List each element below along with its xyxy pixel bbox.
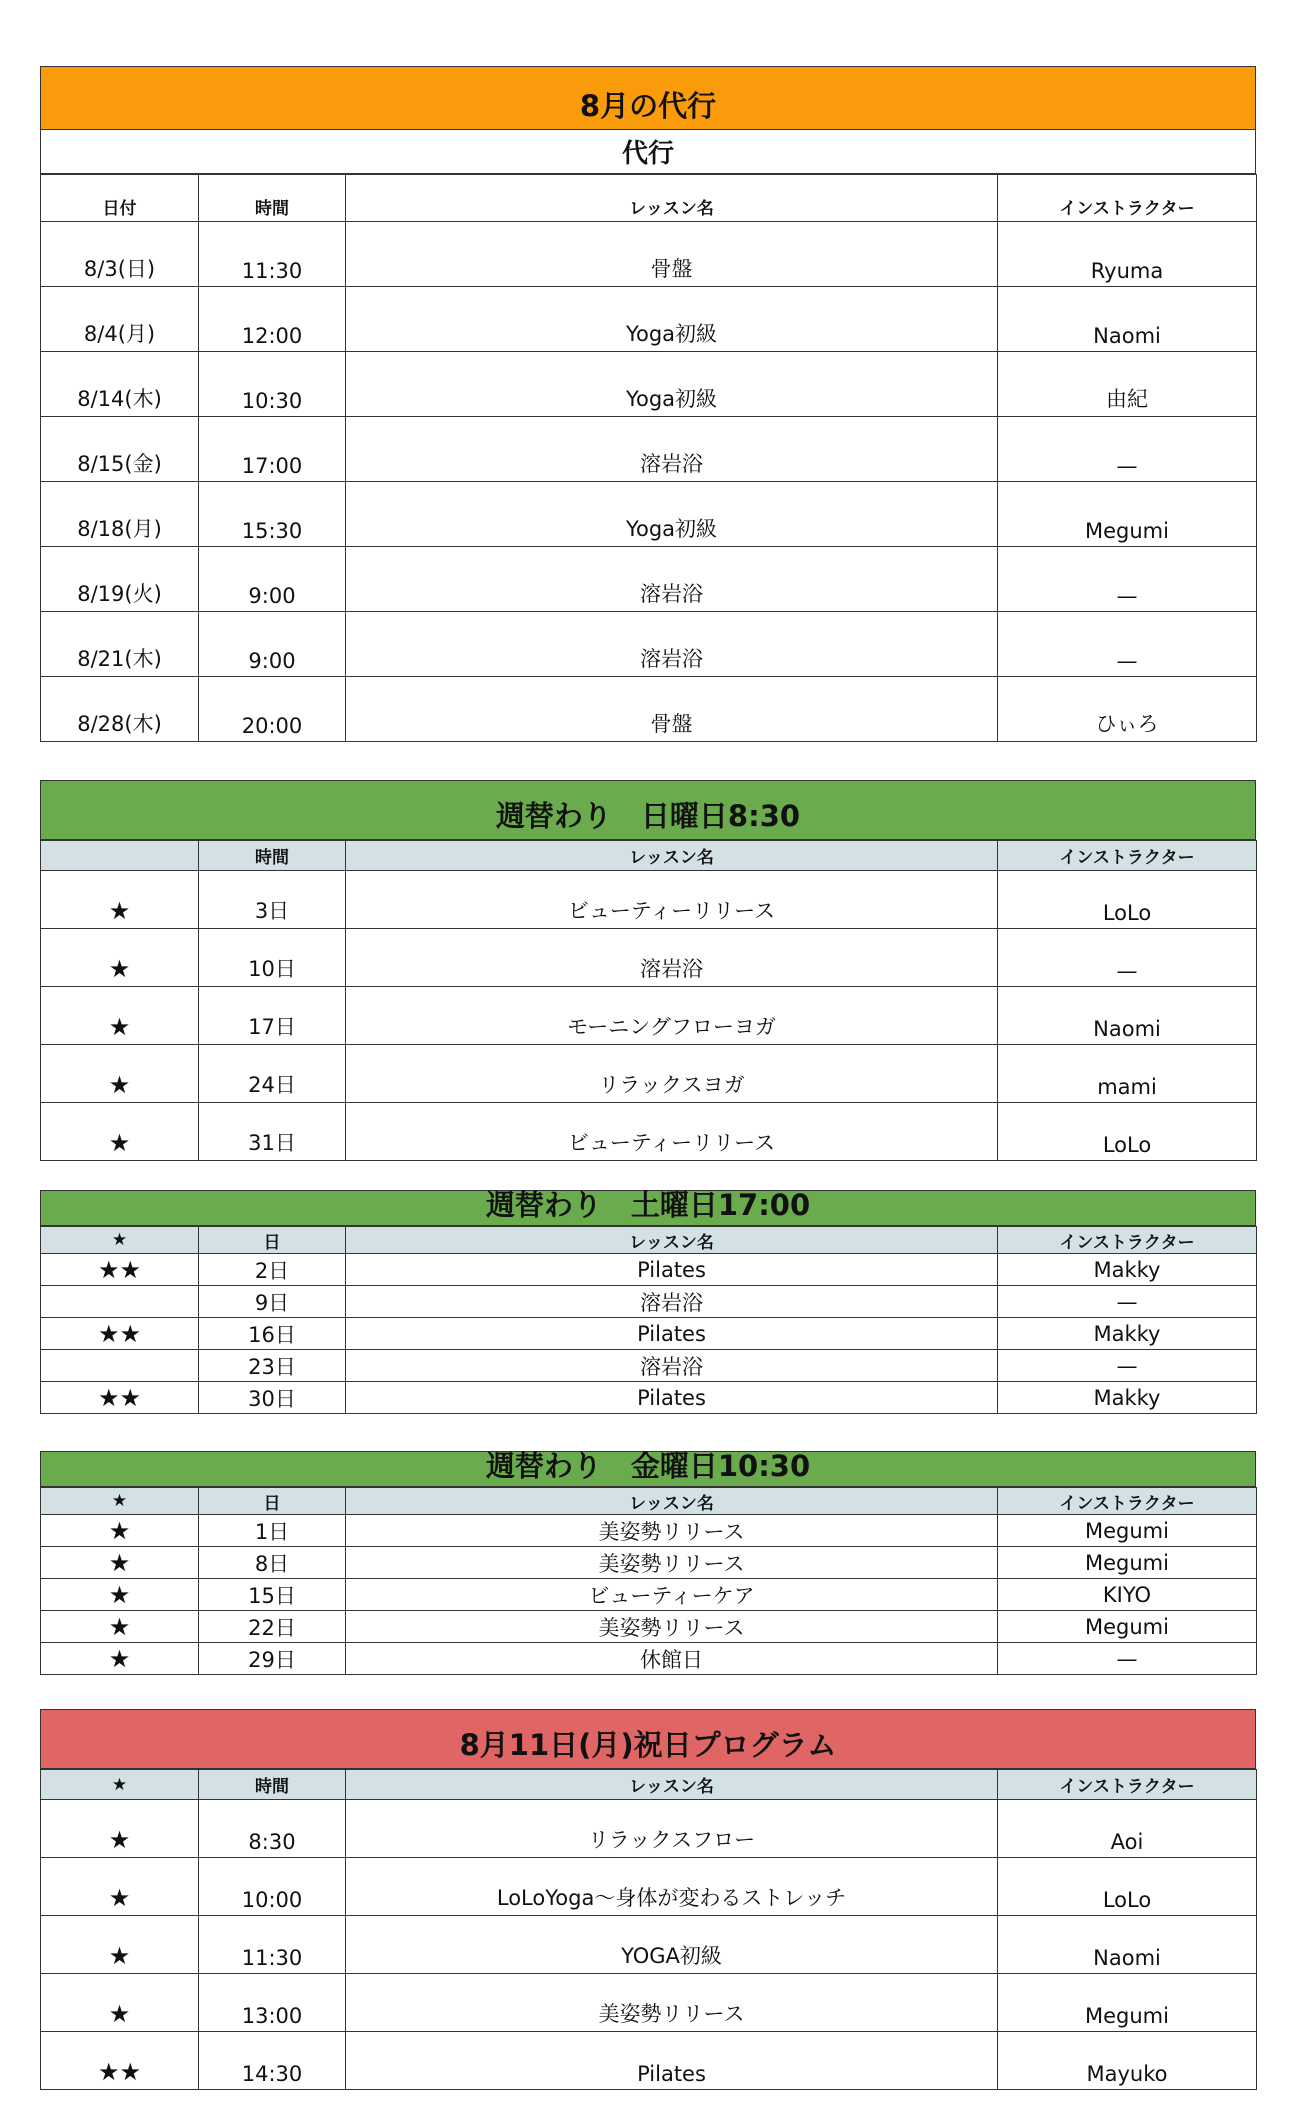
lesson-cell: 溶岩浴	[346, 1286, 998, 1318]
column-header: インストラクター	[998, 1770, 1257, 1800]
table-header	[41, 1488, 1257, 1515]
time-cell: 20:00	[199, 677, 346, 742]
day-cell: 8日	[199, 1547, 346, 1579]
column-header: ★	[41, 1488, 199, 1515]
time-cell: 15:30	[199, 482, 346, 547]
instructor-cell: Megumi	[998, 1515, 1257, 1547]
instructor-cell: 由紀	[998, 352, 1257, 417]
lesson-cell: LoLoYoga～身体が変わるストレッチ	[346, 1858, 998, 1916]
star-cell: ★★	[41, 1382, 199, 1414]
lesson-cell: リラックスヨガ	[346, 1045, 998, 1103]
table-row	[41, 1254, 1257, 1286]
time-cell: 9:00	[199, 547, 346, 612]
instructor-cell: Makky	[998, 1318, 1257, 1350]
section-subtitle: 代行	[40, 130, 1256, 174]
section-title: 週替わり 金曜日10:30	[40, 1451, 1256, 1487]
instructor-cell: Megumi	[998, 1547, 1257, 1579]
table-row	[41, 1643, 1257, 1675]
table-row	[41, 1045, 1257, 1103]
table-row	[41, 1800, 1257, 1858]
column-header: ★	[41, 1770, 199, 1800]
column-header: レッスン名	[346, 841, 998, 871]
date-cell: 8/3(日)	[41, 222, 199, 287]
lesson-cell: Yoga初級	[346, 352, 998, 417]
column-header: インストラクター	[998, 1227, 1257, 1254]
column-header: レッスン名	[346, 1770, 998, 1800]
star-cell: ★	[41, 1858, 199, 1916]
day-cell: 1日	[199, 1515, 346, 1547]
time-cell: 11:30	[199, 1916, 346, 1974]
time-cell: 13:00	[199, 1974, 346, 2032]
instructor-cell: Megumi	[998, 1611, 1257, 1643]
holiday-section	[40, 1709, 1256, 2090]
substitute-section	[40, 66, 1256, 742]
time-cell: 9:00	[199, 612, 346, 677]
date-cell: 8/19(火)	[41, 547, 199, 612]
date-cell: 8/21(木)	[41, 612, 199, 677]
table-row	[41, 417, 1257, 482]
instructor-cell: LoLo	[998, 1858, 1257, 1916]
lesson-cell: Pilates	[346, 1254, 998, 1286]
column-header: 日	[199, 1488, 346, 1515]
day-cell: 3日	[199, 871, 346, 929]
column-header: ★	[41, 1227, 199, 1254]
table-row	[41, 1318, 1257, 1350]
time-cell: 17:00	[199, 417, 346, 482]
instructor-cell: Ryuma	[998, 222, 1257, 287]
table-row	[41, 1382, 1257, 1414]
day-cell: 23日	[199, 1350, 346, 1382]
lesson-cell: 溶岩浴	[346, 929, 998, 987]
day-cell: 16日	[199, 1318, 346, 1350]
star-cell: ★	[41, 1515, 199, 1547]
instructor-cell: Makky	[998, 1382, 1257, 1414]
lesson-cell: Pilates	[346, 1318, 998, 1350]
day-cell: 10日	[199, 929, 346, 987]
star-cell: ★	[41, 1103, 199, 1161]
star-cell: ★★	[41, 2032, 199, 2090]
lesson-cell: モーニングフローヨガ	[346, 987, 998, 1045]
star-cell: ★	[41, 929, 199, 987]
date-cell: 8/15(金)	[41, 417, 199, 482]
instructor-cell: —	[998, 547, 1257, 612]
table-row	[41, 677, 1257, 742]
day-cell: 15日	[199, 1579, 346, 1611]
table-row	[41, 871, 1257, 929]
instructor-cell: KIYO	[998, 1579, 1257, 1611]
friday-table	[40, 1487, 1257, 1675]
column-header: インストラクター	[998, 1488, 1257, 1515]
date-cell: 8/18(月)	[41, 482, 199, 547]
column-header: レッスン名	[346, 175, 998, 222]
lesson-cell: Pilates	[346, 2032, 998, 2090]
day-cell: 31日	[199, 1103, 346, 1161]
column-header: 日付	[41, 175, 199, 222]
lesson-cell: 休館日	[346, 1643, 998, 1675]
column-header: 時間	[199, 841, 346, 871]
instructor-cell: Megumi	[998, 482, 1257, 547]
time-cell: 8:30	[199, 1800, 346, 1858]
instructor-cell: Makky	[998, 1254, 1257, 1286]
table-row	[41, 547, 1257, 612]
table-header	[41, 841, 1257, 871]
star-cell: ★	[41, 1611, 199, 1643]
instructor-cell: Megumi	[998, 1974, 1257, 2032]
day-cell: 17日	[199, 987, 346, 1045]
day-cell: 2日	[199, 1254, 346, 1286]
lesson-cell: 溶岩浴	[346, 547, 998, 612]
column-header: インストラクター	[998, 841, 1257, 871]
instructor-cell: —	[998, 1286, 1257, 1318]
table-row	[41, 1974, 1257, 2032]
lesson-cell: 骨盤	[346, 222, 998, 287]
column-header: レッスン名	[346, 1227, 998, 1254]
day-cell: 9日	[199, 1286, 346, 1318]
table-row	[41, 1858, 1257, 1916]
table-row	[41, 1515, 1257, 1547]
lesson-cell: ビューティーケア	[346, 1579, 998, 1611]
table-header	[41, 175, 1257, 222]
instructor-cell: Aoi	[998, 1800, 1257, 1858]
star-cell: ★	[41, 1916, 199, 1974]
column-header: 時間	[199, 1770, 346, 1800]
date-cell: 8/28(木)	[41, 677, 199, 742]
instructor-cell: —	[998, 1643, 1257, 1675]
holiday-table	[40, 1769, 1257, 2090]
day-cell: 22日	[199, 1611, 346, 1643]
star-cell: ★	[41, 1045, 199, 1103]
instructor-cell: Naomi	[998, 1916, 1257, 1974]
time-cell: 12:00	[199, 287, 346, 352]
lesson-cell: 溶岩浴	[346, 417, 998, 482]
star-cell: ★	[41, 871, 199, 929]
time-cell: 14:30	[199, 2032, 346, 2090]
date-cell: 8/14(木)	[41, 352, 199, 417]
instructor-cell: ひぃろ	[998, 677, 1257, 742]
instructor-cell: mami	[998, 1045, 1257, 1103]
saturday-table	[40, 1226, 1257, 1414]
lesson-cell: Pilates	[346, 1382, 998, 1414]
table-row	[41, 1350, 1257, 1382]
instructor-cell: —	[998, 929, 1257, 987]
date-cell: 8/4(月)	[41, 287, 199, 352]
star-cell: ★★	[41, 1254, 199, 1286]
lesson-cell: 溶岩浴	[346, 1350, 998, 1382]
column-header: 日	[199, 1227, 346, 1254]
lesson-cell: YOGA初級	[346, 1916, 998, 1974]
table-header	[41, 1770, 1257, 1800]
table-row	[41, 482, 1257, 547]
sunday-section	[40, 780, 1256, 1161]
table-row	[41, 1579, 1257, 1611]
star-cell	[41, 1350, 199, 1382]
day-cell: 24日	[199, 1045, 346, 1103]
table-row	[41, 2032, 1257, 2090]
instructor-cell: —	[998, 417, 1257, 482]
time-cell: 11:30	[199, 222, 346, 287]
star-cell: ★★	[41, 1318, 199, 1350]
star-cell: ★	[41, 1547, 199, 1579]
star-cell: ★	[41, 1643, 199, 1675]
table-row	[41, 352, 1257, 417]
instructor-cell: —	[998, 1350, 1257, 1382]
day-cell: 30日	[199, 1382, 346, 1414]
lesson-cell: ビューティーリリース	[346, 1103, 998, 1161]
column-header	[41, 841, 199, 871]
star-cell: ★	[41, 1974, 199, 2032]
column-header: インストラクター	[998, 175, 1257, 222]
friday-section	[40, 1451, 1256, 1675]
instructor-cell: Naomi	[998, 287, 1257, 352]
table-row	[41, 287, 1257, 352]
section-title: 週替わり 日曜日8:30	[40, 780, 1256, 840]
table-row	[41, 1286, 1257, 1318]
lesson-cell: ビューティーリリース	[346, 871, 998, 929]
table-row	[41, 1916, 1257, 1974]
lesson-cell: Yoga初級	[346, 482, 998, 547]
lesson-cell: 美姿勢リリース	[346, 1547, 998, 1579]
table-row	[41, 612, 1257, 677]
lesson-cell: 溶岩浴	[346, 612, 998, 677]
saturday-section	[40, 1190, 1256, 1414]
star-cell: ★	[41, 1579, 199, 1611]
lesson-cell: 美姿勢リリース	[346, 1611, 998, 1643]
table-header	[41, 1227, 1257, 1254]
section-title: 8月11日(月)祝日プログラム	[40, 1709, 1256, 1769]
section-title: 8月の代行	[40, 66, 1256, 130]
instructor-cell: LoLo	[998, 871, 1257, 929]
lesson-cell: 美姿勢リリース	[346, 1974, 998, 2032]
day-cell: 29日	[199, 1643, 346, 1675]
instructor-cell: Naomi	[998, 987, 1257, 1045]
substitute-table	[40, 174, 1257, 742]
instructor-cell: LoLo	[998, 1103, 1257, 1161]
time-cell: 10:00	[199, 1858, 346, 1916]
star-cell: ★	[41, 1800, 199, 1858]
table-row	[41, 1547, 1257, 1579]
instructor-cell: Mayuko	[998, 2032, 1257, 2090]
column-header: レッスン名	[346, 1488, 998, 1515]
time-cell: 10:30	[199, 352, 346, 417]
lesson-cell: Yoga初級	[346, 287, 998, 352]
star-cell: ★	[41, 987, 199, 1045]
table-row	[41, 929, 1257, 987]
table-row	[41, 222, 1257, 287]
sunday-table	[40, 840, 1257, 1161]
table-row	[41, 1611, 1257, 1643]
lesson-cell: 美姿勢リリース	[346, 1515, 998, 1547]
table-row	[41, 987, 1257, 1045]
section-title: 週替わり 土曜日17:00	[40, 1190, 1256, 1226]
column-header: 時間	[199, 175, 346, 222]
instructor-cell: —	[998, 612, 1257, 677]
table-row	[41, 1103, 1257, 1161]
lesson-cell: リラックスフロー	[346, 1800, 998, 1858]
star-cell	[41, 1286, 199, 1318]
lesson-cell: 骨盤	[346, 677, 998, 742]
